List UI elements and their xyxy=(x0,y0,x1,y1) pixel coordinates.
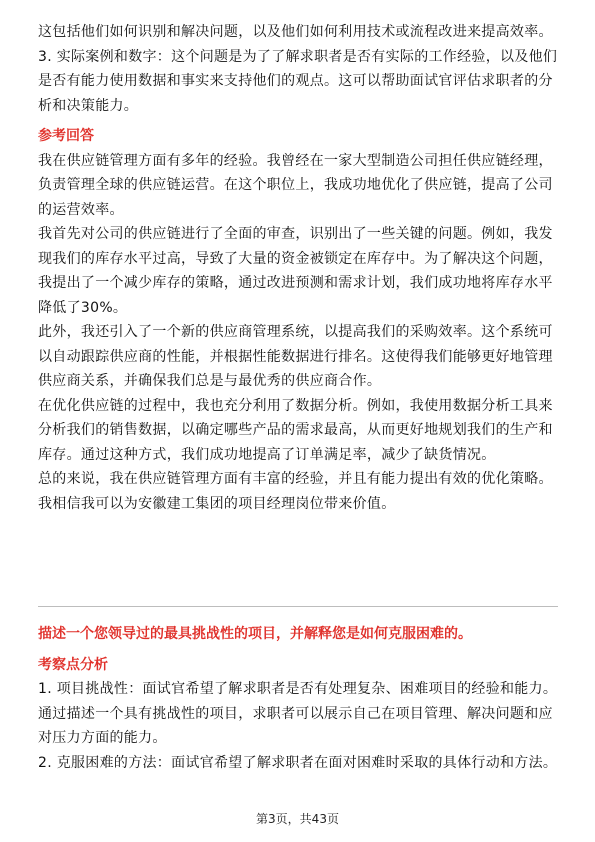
paragraph: 在优化供应链的过程中，我也充分利用了数据分析。例如，我使用数据分析工具来分析我们的销售数据，以确定哪些产品的需求最高，从而更好地规划我们的生产和库存。通过这种方式，我们成功地提高了订单满足率，减少了缺货情况。 xyxy=(38,397,553,463)
paragraph: 2. 克服困难的方法：面试官希望了解求职者在面对困难时采取的具体行动和方法。 xyxy=(38,754,558,771)
question-title: 描述一个您领导过的最具挑战性的项目，并解释您是如何克服困难的。 xyxy=(38,626,472,642)
paragraph: 我首先对公司的供应链进行了全面的审查，识别出了一些关键的问题。例如，我发现我们的库存水平过高，导致了大量的资金被锁定在库存中。为了解决这个问题，我提出了一个减少库存的策略，通过改进预测和需求计划，我们成功地将库存水平降低了30%。 xyxy=(38,226,553,316)
paragraph: 总的来说，我在供应链管理方面有丰富的经验，并且有能力提出有效的优化策略。我相信我可以为安徽建工集团的项目经理岗位带来价值。 xyxy=(38,471,553,512)
analysis-heading: 考察点分析 xyxy=(38,656,108,673)
paragraph: 这包括他们如何识别和解决问题，以及他们如何利用技术或流程改进来提高效率。 xyxy=(38,24,553,40)
paragraph: 此外，我还引入了一个新的供应商管理系统，以提高我们的采购效率。这个系统可以自动跟踪供应商的性能，并根据性能数据进行排名。这使得我们能够更好地管理供应商关系，并确保我们总是与最优秀的供应商合作。 xyxy=(38,324,553,389)
paragraph: 3. 实际案例和数字：这个问题是为了了解求职者是否有实际的工作经验，以及他们是否有能力使用数据和事实来支持他们的观点。这可以帮助面试官评估求职者的分析和决策能力。 xyxy=(38,48,558,114)
question-section xyxy=(38,622,558,775)
page-number: 第3页，共43页 xyxy=(256,812,339,826)
paragraph: 我在供应链管理方面有多年的经验。我曾经在一家大型制造公司担任供应链经理，负责管理全球的供应链运营。在这个职位上，我成功地优化了供应链，提高了公司的运营效率。 xyxy=(38,152,553,218)
paragraph: 1. 项目挑战性：面试官希望了解求职者是否有处理复杂、困难项目的经验和能力。通过描述一个具有挑战性的项目，求职者可以展示自己在项目管理、解决问题和应对压力方面的能力。 xyxy=(38,681,558,746)
section-divider xyxy=(38,606,558,607)
page-body xyxy=(38,20,558,516)
answer-heading: 参考回答 xyxy=(38,128,94,144)
